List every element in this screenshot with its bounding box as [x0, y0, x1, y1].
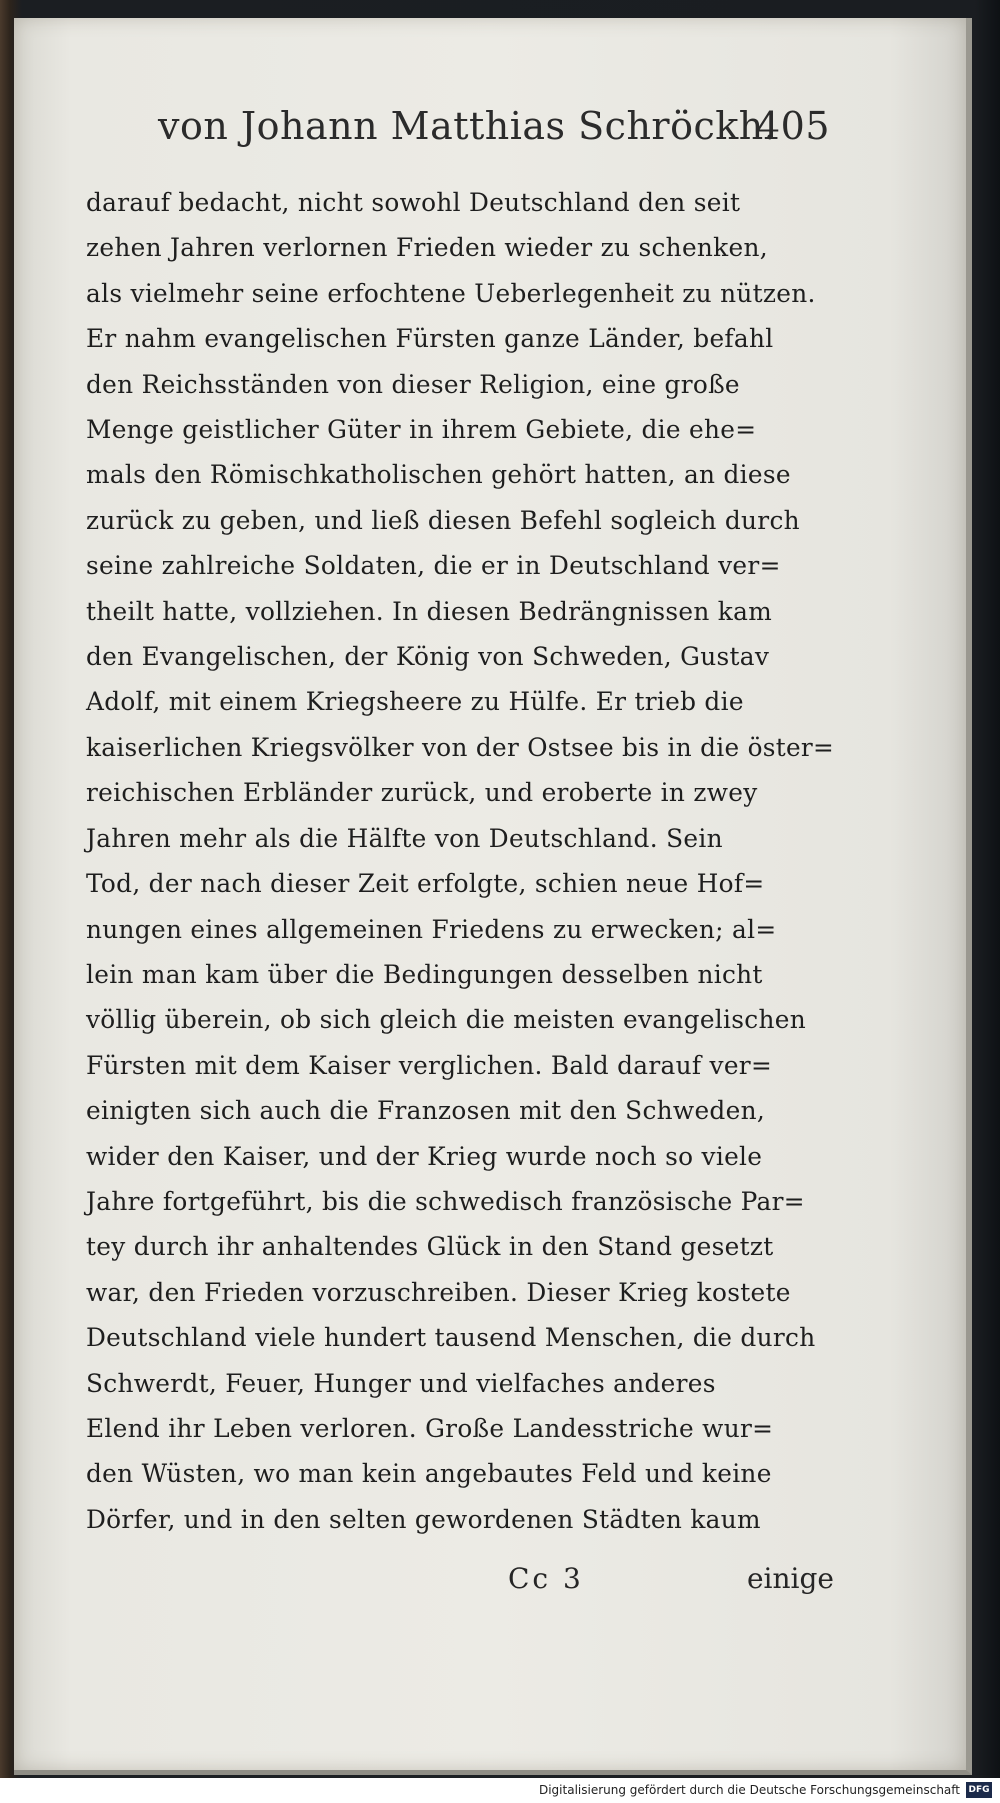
text-line: Jahren mehr als die Hälfte von Deutschland. Sein	[86, 823, 723, 853]
text-line: Adolf, mit einem Kriegsheere zu Hülfe. Er trieb die	[86, 687, 744, 717]
text-line: den Reichsständen von dieser Religion, eine große	[86, 369, 740, 399]
catchline	[86, 1558, 834, 1608]
footer-credit: Digitalisierung gefördert durch die Deutsche Forschungsgemeinschaft	[538, 1783, 960, 1797]
text-line: völlig überein, ob sich gleich die meisten evangelischen	[86, 1005, 806, 1035]
text-line: lein man kam über die Bedingungen desselben nicht	[86, 959, 763, 989]
text-line: tey durch ihr anhaltendes Glück in den Stand gesetzt	[86, 1232, 774, 1262]
text-line: seine zahlreiche Soldaten, die er in Deutschland ver=	[86, 551, 781, 581]
text-line: Fürsten mit dem Kaiser verglichen. Bald darauf ver=	[86, 1050, 773, 1080]
text-line: Deutschland viele hundert tausend Menschen, die durch	[86, 1323, 816, 1353]
text-line: Er nahm evangelischen Fürsten ganze Länder, befahl	[86, 324, 774, 354]
text-line: den Evangelischen, der König von Schweden, Gustav	[86, 642, 770, 672]
text-line: darauf bedacht, nicht sowohl Deutschland den seit	[86, 188, 741, 217]
signature-mark: Cc 3	[508, 1562, 584, 1595]
text-line: Schwerdt, Feuer, Hunger und vielfaches anderes	[86, 1368, 716, 1398]
page-number: 405	[755, 104, 830, 148]
digitization-footer	[0, 1778, 1000, 1803]
text-line: wider den Kaiser, und der Krieg wurde noch so viele	[86, 1141, 763, 1171]
page-header	[140, 96, 830, 156]
running-title: von Johann Matthias Schröckh.	[158, 104, 777, 148]
text-line: Jahre fortgeführt, bis die schwedisch französische Par=	[86, 1186, 805, 1216]
text-line: Menge geistlicher Güter in ihrem Gebiete, die ehe=	[86, 415, 757, 445]
body-text	[86, 180, 834, 1542]
text-line: zurück zu geben, und ließ diesen Befehl sogleich durch	[86, 505, 800, 535]
text-line: war, den Frieden vorzuschreiben. Dieser Krieg kostete	[86, 1277, 791, 1307]
text-line: einigten sich auch die Franzosen mit den Schweden,	[86, 1096, 766, 1126]
text-line: theilt hatte, vollziehen. In diesen Bedrängnissen kam	[86, 596, 773, 626]
text-line: reichischen Erbländer zurück, und eroberte in zwey	[86, 778, 758, 808]
text-line: Tod, der nach dieser Zeit erfolgte, schien neue Hof=	[86, 869, 765, 899]
text-line: Elend ihr Leben verloren. Große Landesstriche wur=	[86, 1413, 774, 1443]
text-line: als vielmehr seine erfochtene Ueberlegenheit zu nützen.	[86, 278, 816, 308]
text-line: den Wüsten, wo man kein angebautes Feld und keine	[86, 1459, 772, 1489]
text-line: nungen eines allgemeinen Friedens zu erwecken; al=	[86, 914, 777, 944]
text-line: kaiserlichen Kriegsvölker von der Ostsee bis in die öster=	[86, 732, 835, 762]
catchword: einige	[746, 1562, 834, 1595]
dfg-logo-icon: DFG	[966, 1782, 992, 1798]
text-line: mals den Römischkatholischen gehört hatten, an diese	[86, 460, 791, 490]
text-line: Dörfer, und in den selten gewordenen Städten kaum	[86, 1504, 761, 1534]
text-line: zehen Jahren verlornen Frieden wieder zu schenken,	[86, 233, 768, 263]
